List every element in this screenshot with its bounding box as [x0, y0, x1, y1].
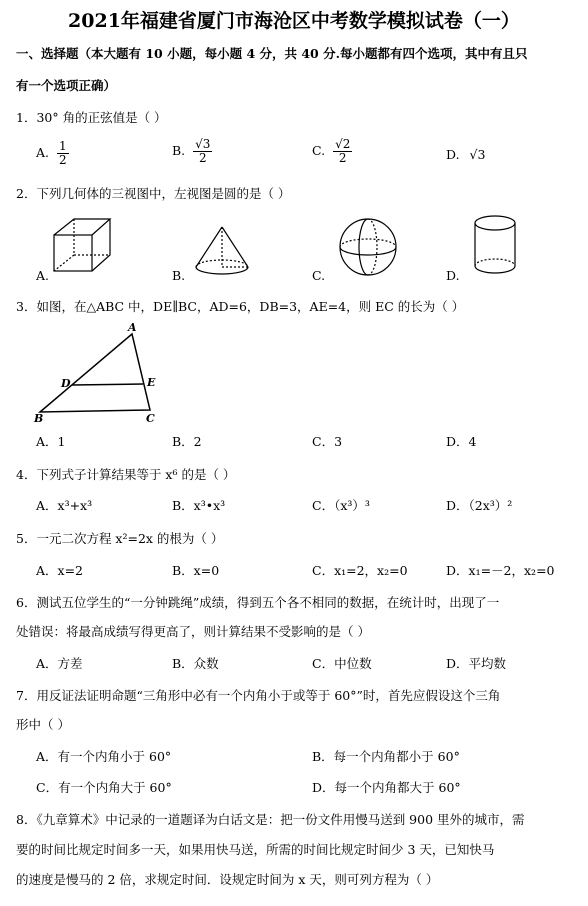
q2-option-d: D. — [446, 268, 460, 283]
q4-option-a: A．x³+x³ — [36, 498, 93, 513]
question-3: 3．如图，在△ABC 中，DE∥BC，AD=6，DB=3，AE=4，则 EC 的长为（ ） — [16, 299, 465, 314]
q1-option-d-label: D. — [446, 147, 460, 162]
section-heading-line1: 一、选择题（本大题有 10 小题，每小题 4 分，共 40 分.每小题都有四个选项，其中有且只 — [16, 46, 528, 61]
point-d-label: D — [61, 377, 71, 390]
question-4: 4．下列式子计算结果等于 x⁶ 的是（ ） — [16, 467, 236, 482]
q1-option-d — [446, 147, 485, 162]
q2-option-c: C. — [312, 268, 326, 283]
q7-option-a: A．有一个内角小于 60° — [36, 749, 172, 764]
q1-option-b-label: B. — [172, 143, 186, 158]
section-heading-line2: 有一个选项正确） — [16, 78, 117, 93]
q1-b-numerator: √3 — [195, 137, 211, 151]
cone-figure — [192, 225, 252, 277]
sphere-figure — [338, 217, 398, 277]
q6-option-a: A．方差 — [36, 656, 83, 671]
q3-option-a: A．1 — [36, 434, 66, 449]
question-1: 1．30° 角的正弦值是（ ） — [16, 110, 167, 125]
cylinder-figure — [472, 214, 518, 276]
page-title: 2021年福建省厦门市海沧区中考数学模拟试卷（一） — [68, 10, 520, 32]
q1-option-a-label: A. — [36, 145, 50, 160]
cube-figure — [52, 217, 114, 273]
q4-option-b: B．x³•x³ — [172, 498, 226, 513]
q6-option-d: D．平均数 — [446, 656, 507, 671]
question-8-line3: 的速度是慢马的 2 倍，求规定时间．设规定时间为 x 天，则可列方程为（ ） — [16, 872, 439, 887]
q5-option-d: D．x₁=－2，x₂=0 — [446, 563, 555, 578]
q5-option-c: C．x₁=2，x₂=0 — [312, 563, 408, 578]
q1-option-d-value: √3 — [469, 147, 486, 162]
q7-option-c: C．有一个内角大于 60° — [36, 780, 172, 795]
triangle-figure — [32, 322, 162, 426]
point-e-label: E — [147, 376, 156, 389]
q3-option-b: B．2 — [172, 434, 202, 449]
question-6-line1: 6．测试五位学生的“一分钟跳绳”成绩，得到五个各不相同的数据，在统计时，出现了一 — [16, 595, 500, 610]
question-5: 5．一元二次方程 x²=2x 的根为（ ） — [16, 531, 224, 546]
q7-option-b: B．每一个内角都小于 60° — [312, 749, 460, 764]
question-7-line2: 形中（ ） — [16, 717, 70, 732]
q1-option-a-fraction — [57, 140, 69, 167]
q1-a-denominator: 2 — [59, 153, 67, 167]
q7-option-d: D．每一个内角都大于 60° — [312, 780, 461, 795]
point-c-label: C — [146, 412, 155, 425]
question-2: 2．下列几何体的三视图中，左视图是圆的是（ ） — [16, 186, 291, 201]
q5-option-b: B．x=0 — [172, 563, 220, 578]
q1-option-c-fraction — [333, 138, 352, 165]
q3-option-c: C．3 — [312, 434, 343, 449]
q2-option-a: A. — [36, 268, 50, 283]
point-a-label: A — [128, 321, 137, 334]
q1-c-denominator: 2 — [338, 151, 347, 165]
q1-option-a — [36, 140, 69, 167]
q1-option-c-label: C. — [312, 143, 326, 158]
q1-option-c — [312, 138, 352, 165]
q1-option-b — [172, 138, 212, 165]
q1-option-b-fraction — [193, 138, 212, 165]
q1-a-numerator: 1 — [59, 139, 67, 153]
q2-option-b: B. — [172, 268, 186, 283]
point-b-label: B — [34, 412, 44, 425]
q3-option-d: D．4 — [446, 434, 477, 449]
q1-c-numerator: √2 — [335, 137, 351, 151]
q4-option-d: D．（2x³）² — [446, 498, 513, 513]
q6-option-b: B．众数 — [172, 656, 219, 671]
q1-b-denominator: 2 — [198, 151, 207, 165]
question-6-line2: 处错误：将最高成绩写得更高了，则计算结果不受影响的是（ ） — [16, 624, 370, 639]
question-8-line1: 8．《九章算术》中记录的一道题译为白话文是：把一份文件用慢马送到 900 里外的城市，需 — [16, 812, 525, 827]
question-8-line2: 要的时间比规定时间多一天，如果用快马送，所需的时间比规定时间少 3 天，已知快马 — [16, 842, 495, 857]
q4-option-c: C．（x³）³ — [312, 498, 370, 513]
q6-option-c: C．中位数 — [312, 656, 372, 671]
question-7-line1: 7．用反证法证明命题“三角形中必有一个内角小于或等于 60°”时，首先应假设这个三角 — [16, 688, 501, 703]
q5-option-a: A．x=2 — [36, 563, 84, 578]
